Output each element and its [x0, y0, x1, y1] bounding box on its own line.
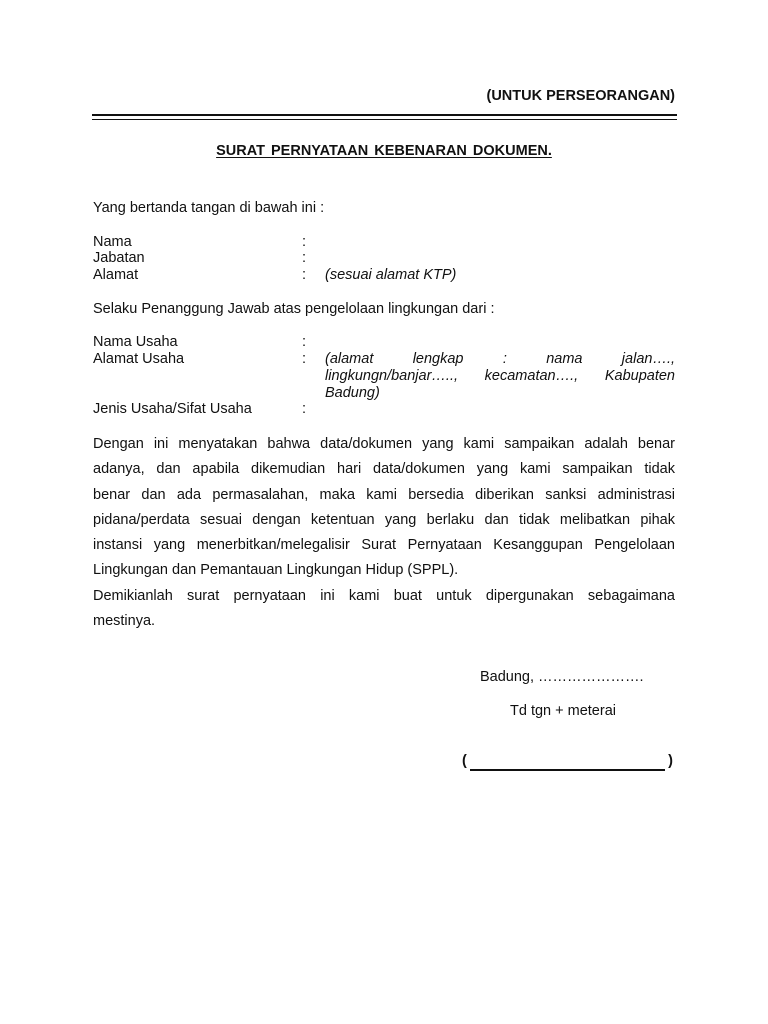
signature-line: [462, 753, 673, 771]
paragraph-line: benar dan ada permasalahan, maka kami bersedia diberikan sanksi administrasi: [93, 486, 675, 503]
field-colon: :: [302, 334, 307, 350]
paragraph-line: Dengan ini menyatakan bahwa data/dokumen yang kami sampaikan adalah benar: [93, 436, 675, 452]
document-title: SURAT PERNYATAAN KEBENARAN DOKUMEN.: [216, 143, 552, 159]
paragraph-line: instansi yang menerbitkan/melegalisir Surat Pernyataan Kesanggupan Pengelolaan: [93, 537, 675, 554]
paragraph-line: Lingkungan dan Pemantauan Lingkungan Hidup (SPPL).: [93, 562, 459, 579]
field-alamat-usaha: [93, 351, 675, 401]
header-rule-thin: [92, 119, 677, 120]
open-bracket: (: [462, 753, 467, 769]
field-colon: :: [302, 250, 307, 266]
paragraph-line: Demikianlah surat pernyataan ini kami buat untuk dipergunakan sebagaimana: [93, 587, 675, 604]
close-bracket: ): [668, 753, 673, 769]
paragraph-line: adanya, dan apabila dikemudian hari data/dokumen yang kami sampaikan tidak: [93, 461, 675, 478]
field-colon: :: [302, 401, 307, 417]
signature-note: Td tgn + meterai: [510, 703, 616, 719]
field-label: Jabatan: [93, 250, 145, 266]
field-jabatan: [93, 250, 675, 267]
address-line: lingkungn/banjar….., kecamatan…., Kabupaten: [325, 368, 675, 384]
responsible-intro-text: Selaku Penanggung Jawab atas pengelolaan lingkungan dari :: [93, 301, 495, 317]
field-label: Jenis Usaha/Sifat Usaha: [93, 401, 252, 417]
field-label: Nama Usaha: [93, 334, 178, 350]
statement-paragraph: [93, 432, 675, 634]
address-line: Badung): [325, 385, 380, 401]
field-alamat: [93, 267, 675, 284]
field-label: Alamat Usaha: [93, 351, 185, 367]
place-date: Badung, ………………….: [480, 669, 644, 685]
field-label: Alamat: [93, 267, 139, 283]
document-category: (UNTUK PERSEORANGAN): [486, 88, 675, 104]
field-nama-usaha: [93, 334, 675, 351]
field-value-multiline: [325, 351, 675, 402]
address-line: (alamat lengkap : nama jalan….,: [325, 351, 675, 367]
paragraph-line: pidana/perdata sesuai dengan ketentuan yang berlaku dan tidak melibatkan pihak: [93, 511, 675, 528]
field-colon: :: [302, 234, 307, 250]
paragraph-line: mestinya.: [93, 613, 156, 630]
field-colon: :: [302, 351, 307, 367]
field-label: Nama: [93, 234, 132, 250]
signature-underline: [470, 769, 665, 771]
header-rule-thick: [92, 114, 677, 116]
field-colon: :: [302, 267, 307, 283]
field-nama: [93, 234, 675, 251]
field-value: (sesuai alamat KTP): [325, 267, 457, 283]
intro-text: Yang bertanda tangan di bawah ini :: [93, 200, 325, 216]
field-jenis-usaha: [93, 401, 675, 418]
